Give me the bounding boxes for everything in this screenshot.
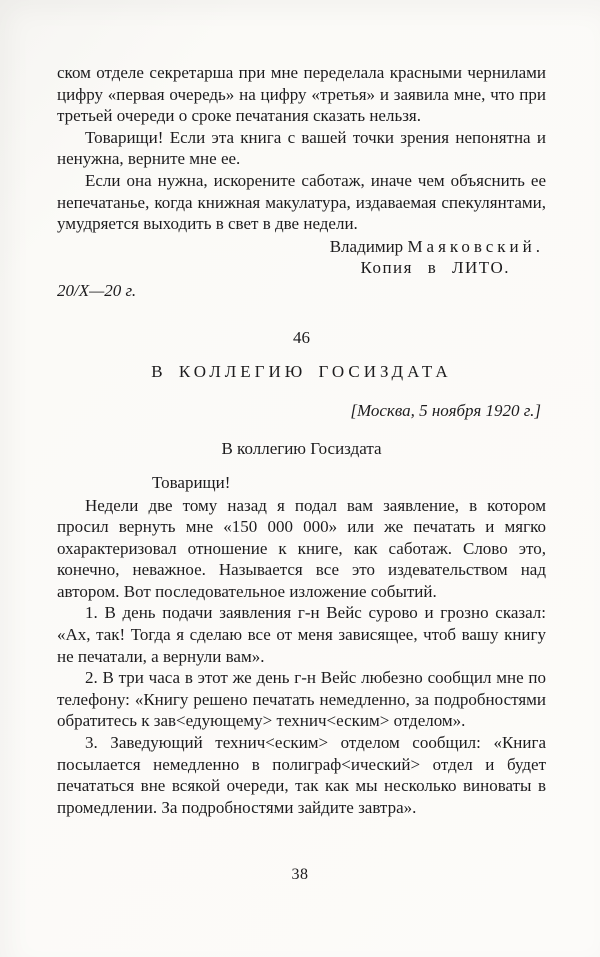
continued-paragraph-3: Если она нужна, искорените саботаж, иначе чем объяснить ее непечатанье, когда книжная макулатура, издаваемая спекулянтами, умудряется выходить в свет в две недели.	[57, 170, 546, 234]
continued-paragraph-1: ском отделе секретарша при мне переделала красными чернилами цифру «первая очередь» на цифру «третья» и заявила мне, что при третьей очереди о сроке печатания сказать нельзя.	[57, 63, 546, 126]
text-block	[57, 62, 546, 818]
continued-paragraph-2: Товарищи! Если эта книга с вашей точки зрения непонятна и ненужна, верните мне ее.	[57, 127, 546, 169]
page-number: 38	[291, 866, 309, 883]
dateline: [Москва, 5 ноября 1920 г.]	[350, 400, 541, 420]
addressee-line: В коллегию Госиздата	[221, 439, 382, 459]
body-paragraph-2: 1. В день подачи заявления г-н Вейс сурово и грозно сказал: «Ах, так! Тогда я сделаю все от меня зависящее, чтоб вашу книгу не печатали, а вернули вам».	[57, 603, 546, 666]
section-title: В КОЛЛЕГИЮ ГОСИЗДАТА	[151, 362, 452, 382]
section-number: 46	[293, 327, 310, 347]
body-paragraph-1: Недели две тому назад я подал вам заявление, в котором просил вернуть мне «150 000 000» или же печатать и мягко охарактеризовал отношение к книге, как саботаж. Слово это, конечно, неважное. Называется все это издевательством над автором. Вот последовательное изложение событий.	[57, 495, 546, 601]
body-paragraph-3: 2. В три часа в этот же день г-н Вейс любезно сообщил мне по телефону: «Книгу решено печатать немедленно, за подробностями обратитесь к зав<едующему> технич<еским> отделом».	[57, 668, 546, 731]
signature-surname: Маяковский.	[407, 236, 544, 256]
signature-line	[57, 236, 546, 258]
signature-first-name: Владимир	[329, 236, 408, 256]
copy-note: Копия в ЛИТО.	[360, 258, 510, 278]
date-note: 20/X—20 г.	[57, 280, 137, 300]
salutation: Товарищи!	[152, 472, 231, 492]
body-paragraph-4: 3. Заведующий технич<еским> отделом сообщил: «Книга посылается немедленно в полиграф<ический> отдел и будет печататься вне всякой очереди, так как мы несколько виноваты в промедлении. За подробностями зайдите завтра».	[57, 733, 546, 817]
